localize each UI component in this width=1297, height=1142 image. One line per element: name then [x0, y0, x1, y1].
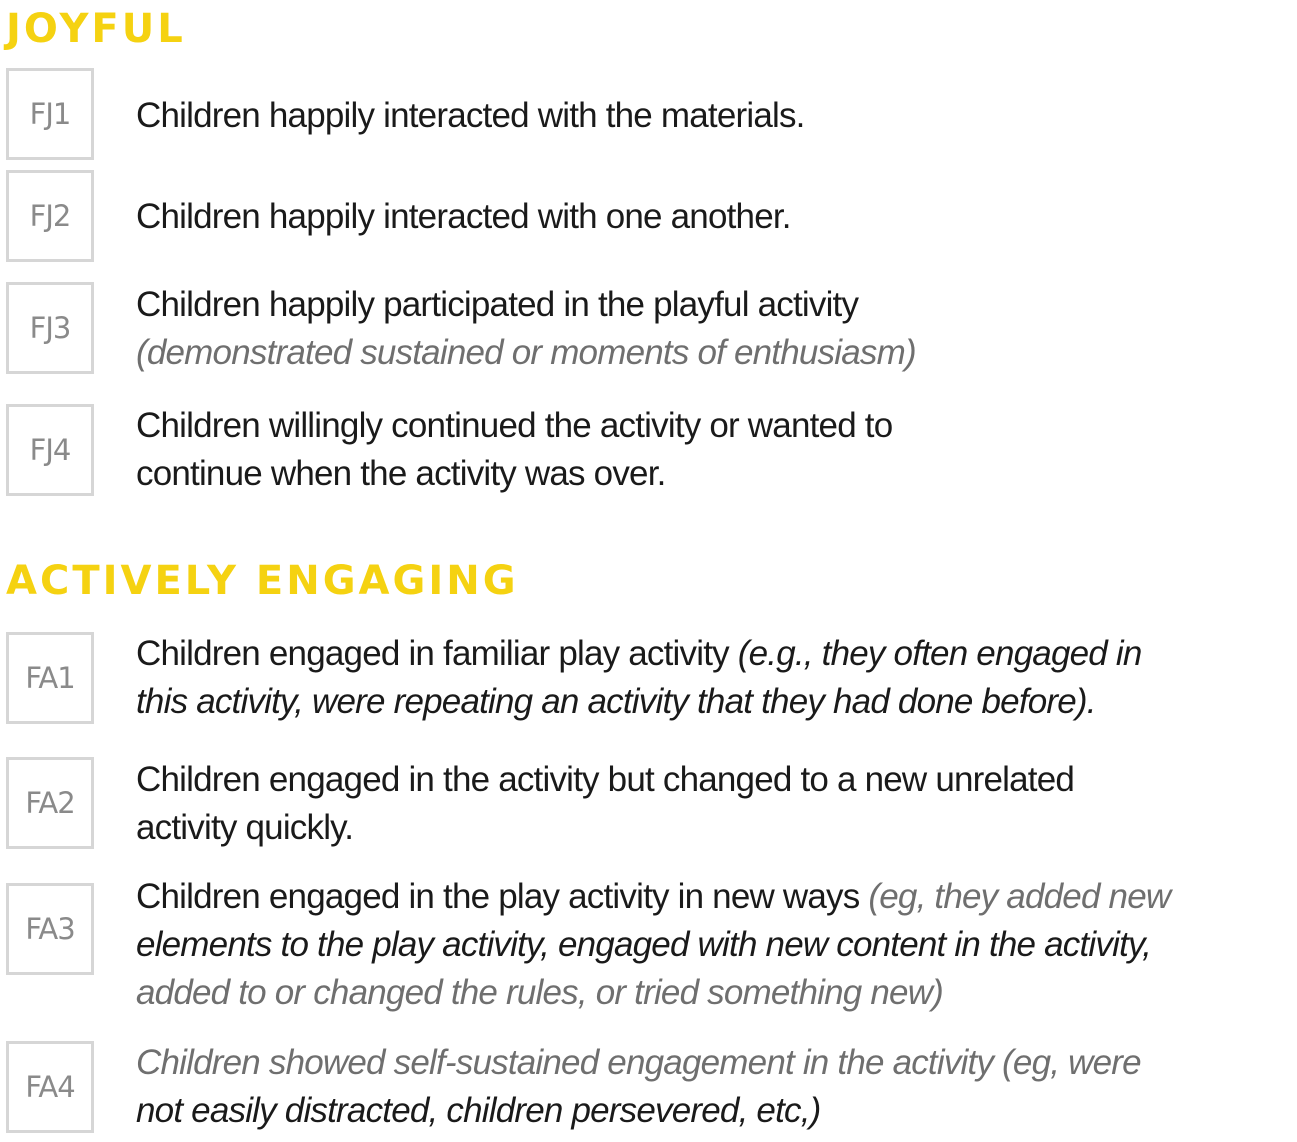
- criterion-code: FJ4: [6, 404, 94, 496]
- description-text: Children happily interacted with one another.: [136, 197, 791, 236]
- criterion-description: [136, 630, 1296, 726]
- description-line: [136, 1039, 1296, 1087]
- description-line: [136, 402, 1296, 450]
- description-line: [136, 1087, 1296, 1135]
- example-text: (eg, they added new: [868, 877, 1171, 916]
- criterion-code: FA4: [6, 1041, 94, 1133]
- criterion-description: [136, 193, 1296, 241]
- section-title-actively-engaging: ACTIVELY ENGAGING: [6, 558, 519, 604]
- example-text: added to or changed the rules, or tried something new): [136, 973, 944, 1012]
- description-line: [136, 873, 1296, 921]
- example-text: not easily distracted, children persevered, etc,): [136, 1091, 821, 1130]
- example-text: elements to the play activity, engaged with new content in the activity,: [136, 925, 1152, 964]
- criterion-code: FJ3: [6, 282, 94, 374]
- description-line: [136, 756, 1296, 804]
- criterion-description: [136, 281, 1296, 377]
- description-line: [136, 92, 1296, 140]
- description-text: continue when the activity was over.: [136, 454, 666, 493]
- criterion-code: FJ1: [6, 68, 94, 160]
- section-title-joyful: JOYFUL: [6, 6, 186, 52]
- description-line: [136, 804, 1296, 852]
- criterion-description: [136, 92, 1296, 140]
- criterion-code: FA2: [6, 757, 94, 849]
- description-text: Children engaged in the play activity in new ways: [136, 877, 869, 916]
- example-text: this activity, were repeating an activity that they had done before).: [136, 682, 1096, 721]
- description-line: [136, 450, 1296, 498]
- criterion-description: [136, 756, 1296, 852]
- description-text: Children happily participated in the playful activity: [136, 285, 859, 324]
- criterion-code: FA1: [6, 632, 94, 724]
- description-text: Children willingly continued the activity or wanted to: [136, 406, 893, 445]
- description-line: [136, 678, 1296, 726]
- description-line: [136, 329, 1296, 377]
- criterion-description: [136, 1039, 1296, 1135]
- example-text: Children showed self-sustained engagement in the activity (eg, were: [136, 1043, 1141, 1082]
- example-text: (demonstrated sustained or moments of enthusiasm): [136, 333, 916, 372]
- criterion-description: [136, 402, 1296, 498]
- description-text: Children engaged in the activity but changed to a new unrelated: [136, 760, 1075, 799]
- description-line: [136, 281, 1296, 329]
- description-line: [136, 193, 1296, 241]
- description-line: [136, 921, 1296, 969]
- description-line: [136, 969, 1296, 1017]
- criterion-description: [136, 873, 1296, 1017]
- criterion-code: FJ2: [6, 170, 94, 262]
- description-line: [136, 630, 1296, 678]
- description-text: Children happily interacted with the materials.: [136, 96, 805, 135]
- example-text: (e.g., they often engaged in: [737, 634, 1142, 673]
- criterion-code: FA3: [6, 883, 94, 975]
- description-text: activity quickly.: [136, 808, 354, 847]
- description-text: Children engaged in familiar play activity: [136, 634, 738, 673]
